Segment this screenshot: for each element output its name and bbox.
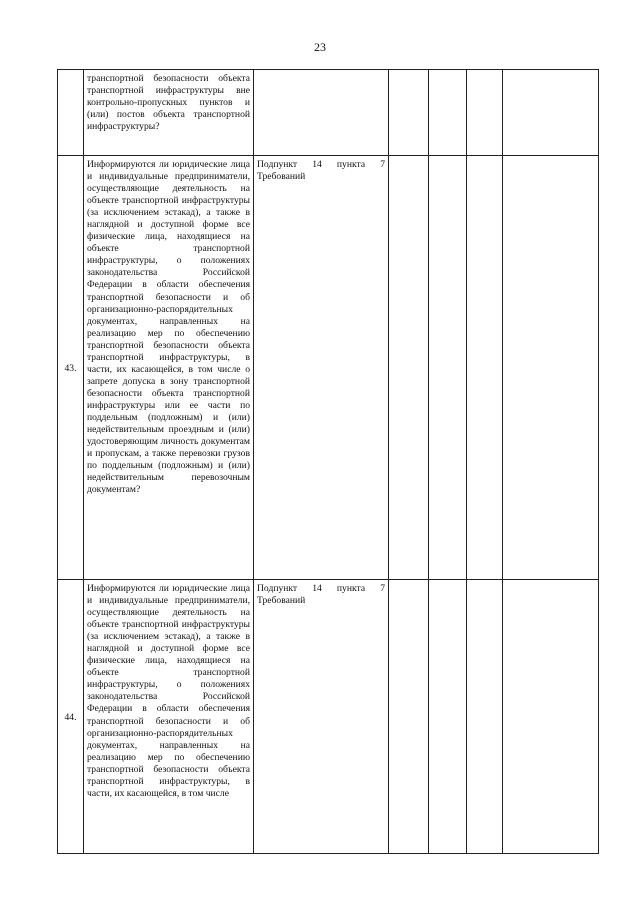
answer-na-cell [467, 156, 503, 580]
answer-no-cell [429, 70, 467, 156]
answer-no-cell [429, 580, 467, 854]
answer-yes-cell [389, 156, 429, 580]
answer-na-cell [467, 70, 503, 156]
answer-no-cell [429, 156, 467, 580]
table-row [58, 156, 599, 580]
row-number [58, 70, 84, 156]
table-row [58, 70, 599, 156]
question-cell: транспортной безопасности объекта транспортной инфраструктуры вне контрольно-пропускных пунктов и (или) постов объекта транспортной инфраструктуры? [84, 70, 254, 156]
note-cell [503, 156, 599, 580]
answer-yes-cell [389, 580, 429, 854]
requirement-cell [254, 70, 389, 156]
requirement-cell: Подпункт 14 пункта 7 Требований [254, 156, 389, 580]
row-number: 44. [58, 580, 84, 854]
row-number: 43. [58, 156, 84, 580]
requirement-cell: Подпункт 14 пункта 7 Требований [254, 580, 389, 854]
answer-yes-cell [389, 70, 429, 156]
checklist-table [57, 69, 599, 854]
table-row [58, 580, 599, 854]
page-number: 23 [314, 40, 326, 54]
answer-na-cell [467, 580, 503, 854]
question-cell: Информируются ли юридические лица и индивидуальные предприниматели, осуществляющие деятельность на объекте транспортной инфраструктуры (за исключением эстакад), а также в наглядной и доступной форме все физические лица, находящиеся на объекте транспортной инфраструктуры, о положениях законодательства Российской Федерации в области обеспечения транспортной безопасности и об организационно-распорядительных документах, направленных на реализацию мер по обеспечению транспортной безопасности объекта транспортной инфраструктуры, в части, их касающейся, в том числе о запрете допуска в зону транспортной безопасности объекта транспортной инфраструктуры или ее части по поддельным (подложным) и (или) недействительным проездным и (или) удостоверяющим личность документам и пропускам, а также перевозки грузов по поддельным (подложным) и (или) недействительным перевозочным документам? [84, 156, 254, 580]
question-cell: Информируются ли юридические лица и индивидуальные предприниматели, осуществляющие деятельность на объекте транспортной инфраструктуры (за исключением эстакад), а также в наглядной и доступной форме все физические лица, находящиеся на объекте транспортной инфраструктуры, о положениях законодательства Российской Федерации в области обеспечения транспортной безопасности и об организационно-распорядительных документах, направленных на реализацию мер по обеспечению транспортной безопасности объекта транспортной инфраструктуры, в части, их касающейся, в том числе [84, 580, 254, 854]
note-cell [503, 580, 599, 854]
note-cell [503, 70, 599, 156]
